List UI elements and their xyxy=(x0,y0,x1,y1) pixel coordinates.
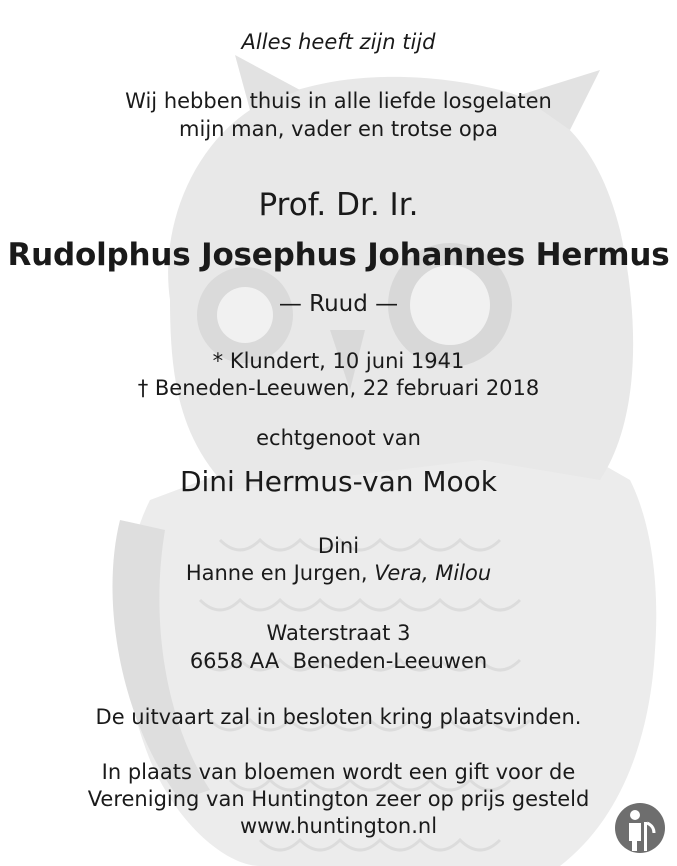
death-line: † Beneden-Leeuwen, 22 februari 2018 xyxy=(137,376,540,400)
deceased-nickname: — Ruud — xyxy=(278,291,399,317)
family-grandchildren: Vera, Milou xyxy=(374,561,492,585)
gift-line-2: Vereniging van Huntington zeer op prijs gesteld xyxy=(87,787,590,811)
family-line-1: Dini xyxy=(317,534,360,558)
family-line-2 xyxy=(0,563,677,584)
intro-line-1: Wij hebben thuis in alle liefde losgelaten xyxy=(125,89,552,113)
deceased-full-name: Rudolphus Josephus Johannes Hermus xyxy=(7,237,670,273)
address-postal-city xyxy=(0,651,677,672)
intro-line-2: mijn man, vader en trotse opa xyxy=(179,117,498,141)
academic-title: Prof. Dr. Ir. xyxy=(258,187,419,223)
motto: Alles heeft zijn tijd xyxy=(241,30,436,54)
birth-line: * Klundert, 10 juni 1941 xyxy=(212,349,465,373)
family-children: Hanne en Jurgen, xyxy=(185,561,375,585)
address-postal-code: 6658 AA xyxy=(189,649,280,673)
spouse-name: Dini Hermus-van Mook xyxy=(179,465,498,498)
gift-line-1: In plaats van bloemen wordt een gift voor de xyxy=(101,760,576,784)
address-city: Beneden-Leeuwen xyxy=(292,649,488,673)
gift-url[interactable]: www.huntington.nl xyxy=(239,814,438,838)
spouse-label: echtgenoot van xyxy=(256,426,421,450)
funeral-note: De uitvaart zal in besloten kring plaatsvinden. xyxy=(95,705,582,729)
address-street: Waterstraat 3 xyxy=(266,621,411,645)
huntington-logo-icon xyxy=(614,802,666,854)
